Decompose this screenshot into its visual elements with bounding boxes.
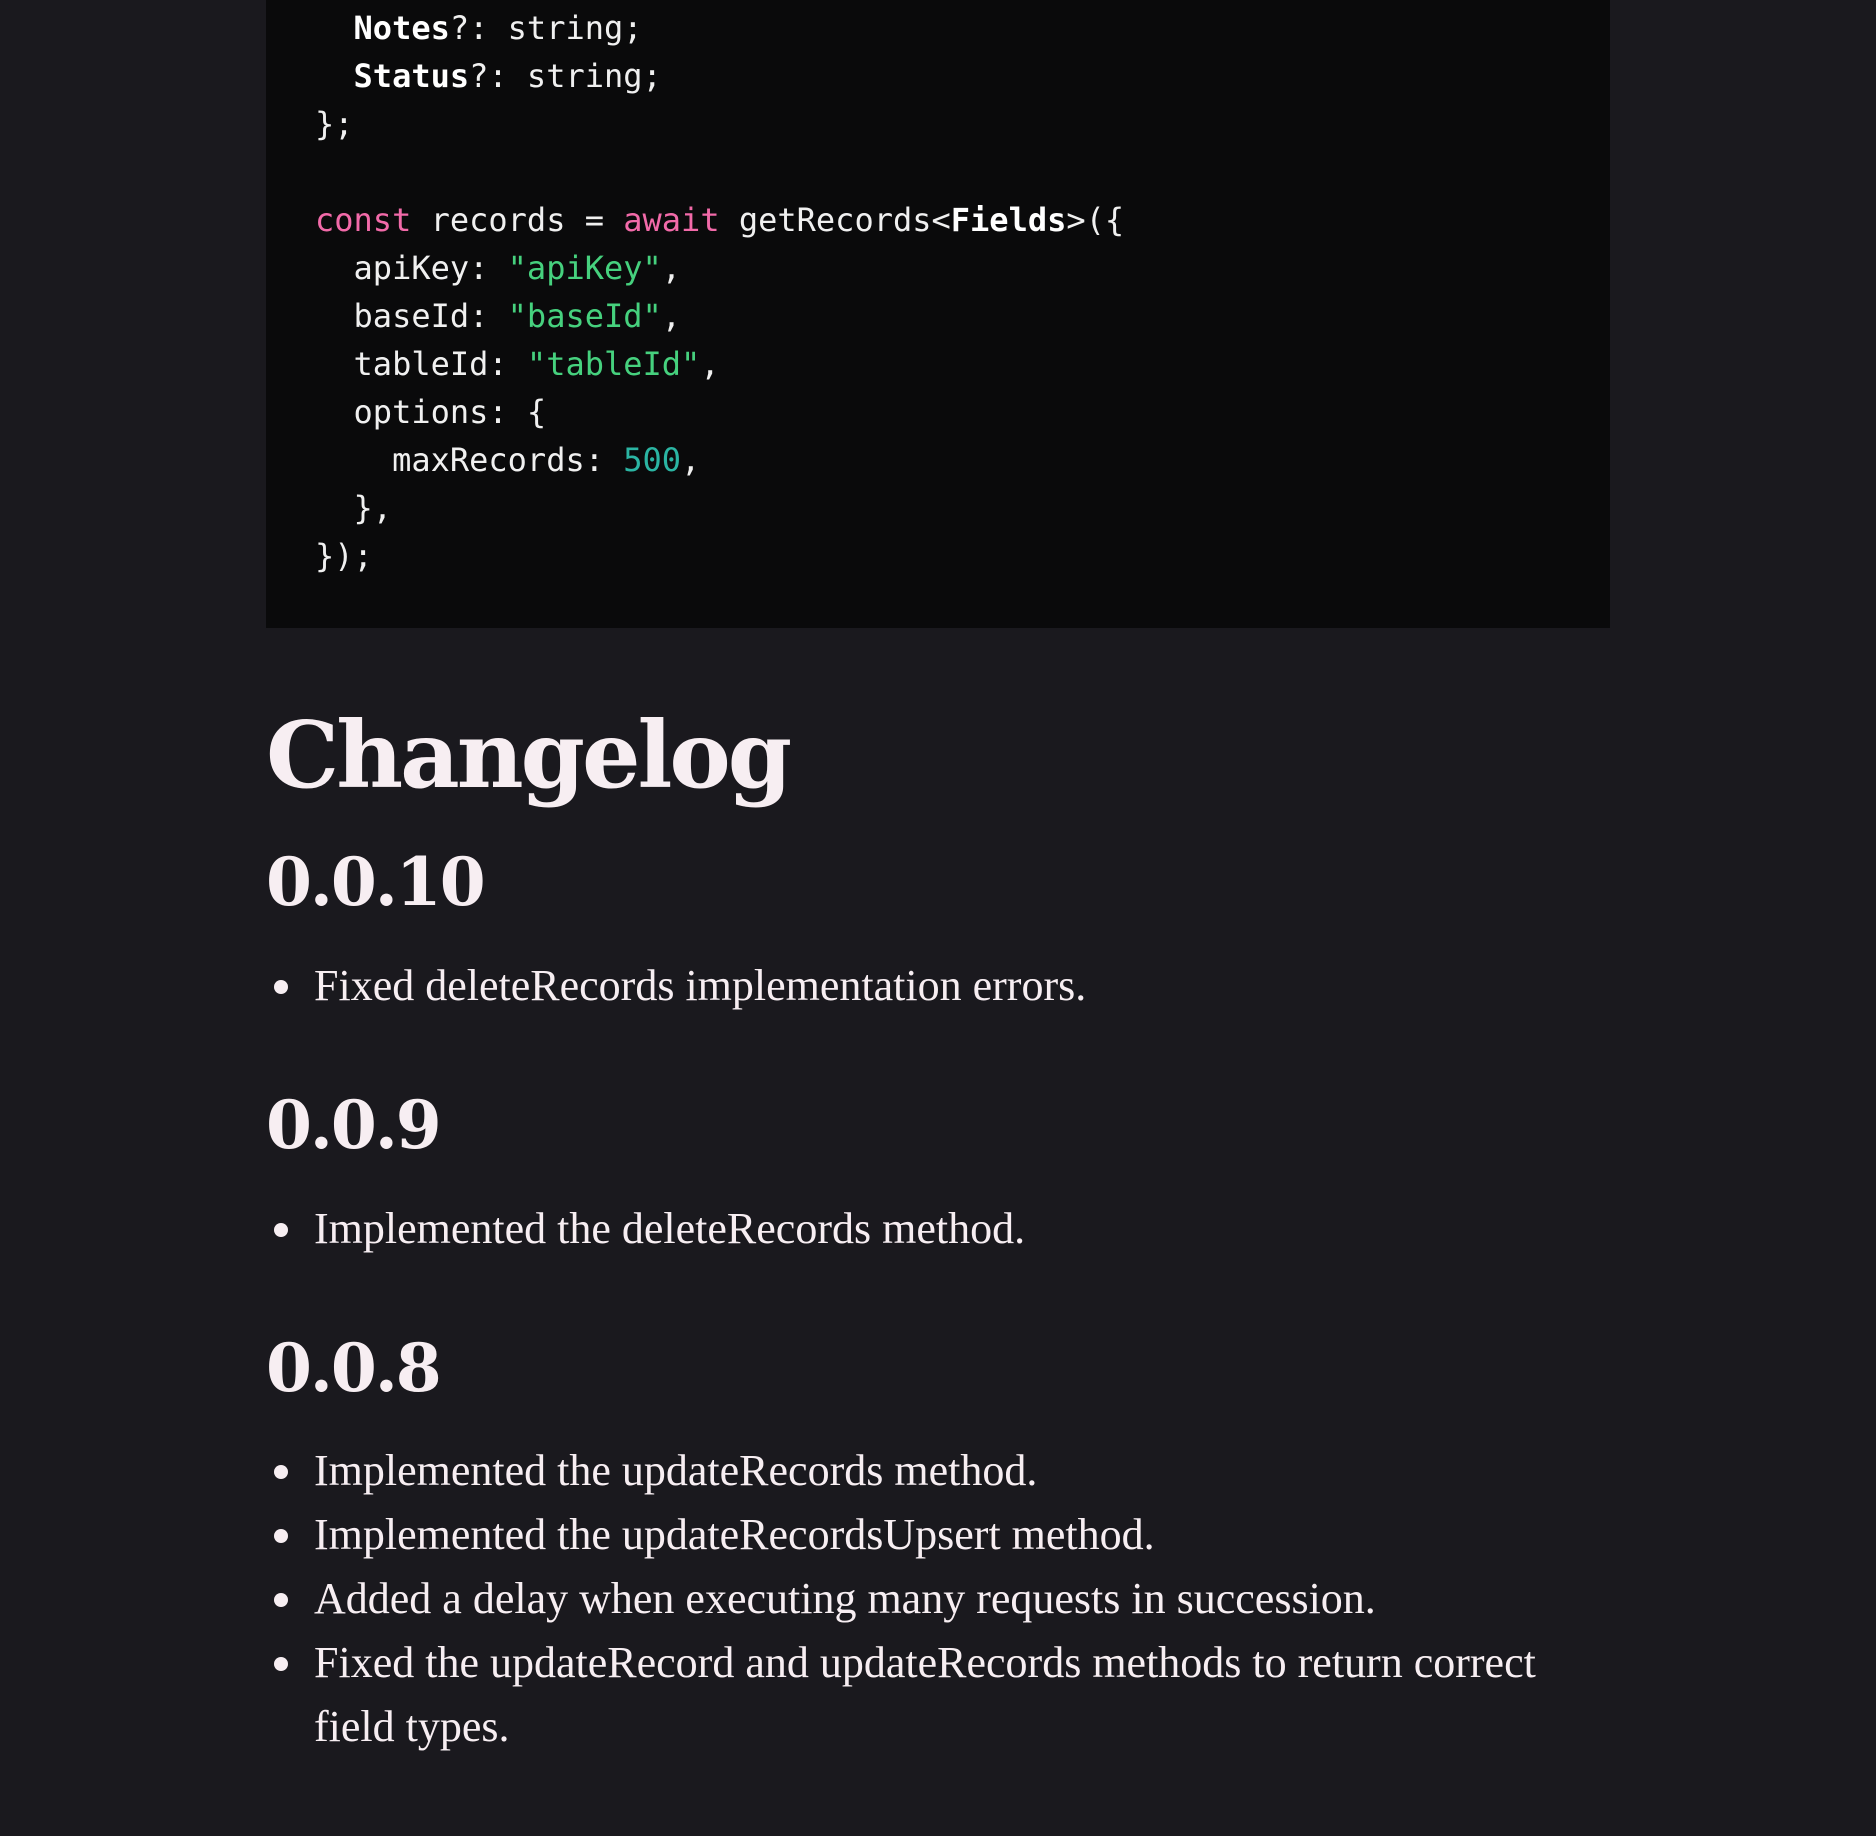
changelog-item [266, 1197, 1566, 1261]
bullet-icon [274, 1465, 288, 1479]
version-heading-0-0-9: 0.0.9 [266, 1086, 440, 1164]
code-token-num: 500 [623, 441, 682, 479]
changelog-list-0-0-10 [266, 954, 1566, 1018]
changelog-item-text: Implemented the updateRecordsUpsert method. [314, 1510, 1155, 1559]
code-line [315, 244, 681, 292]
code-token-kw: const [315, 201, 412, 239]
bullet-icon [274, 1593, 288, 1607]
code-line [315, 292, 681, 340]
code-token: records = [411, 201, 624, 239]
bullet-icon [274, 980, 288, 994]
changelog-heading: Changelog [266, 701, 790, 809]
code-token: }, [315, 489, 393, 527]
code-line [315, 4, 643, 52]
code-token: ?: string; [469, 57, 662, 95]
code-token-bold: Notes [353, 9, 450, 47]
changelog-item [266, 954, 1566, 1018]
code-line [315, 340, 720, 388]
code-line [315, 388, 546, 436]
code-token: , [661, 297, 682, 335]
code-line [315, 196, 1124, 244]
code-line [315, 484, 392, 532]
version-heading-0-0-10: 0.0.10 [266, 843, 484, 921]
changelog-list-0-0-8 [266, 1439, 1566, 1759]
code-token: apiKey: [315, 249, 508, 287]
changelog-list-0-0-9 [266, 1197, 1566, 1261]
code-token-kw: await [623, 201, 720, 239]
code-token-bold: Status [353, 57, 470, 95]
changelog-item-text: Fixed deleteRecords implementation errors. [314, 961, 1087, 1010]
bullet-icon [274, 1223, 288, 1237]
changelog-item [266, 1503, 1566, 1567]
code-line [315, 52, 662, 100]
code-token: , [661, 249, 682, 287]
code-token: getRecords< [719, 201, 951, 239]
code-token-bold: Fields [950, 201, 1067, 239]
code-token [315, 9, 354, 47]
bullet-icon [274, 1529, 288, 1543]
code-token-str: "tableId" [526, 345, 701, 383]
code-token: options: { [315, 393, 547, 431]
bullet-icon [274, 1657, 288, 1671]
changelog-item-text: Added a delay when executing many requests in succession. [314, 1574, 1376, 1623]
code-token: maxRecords: [315, 441, 624, 479]
changelog-item-text: Implemented the deleteRecords method. [314, 1204, 1026, 1253]
code-token: }); [315, 537, 373, 575]
version-heading-0-0-8: 0.0.8 [266, 1329, 440, 1407]
code-token-str: "apiKey" [507, 249, 662, 287]
changelog-item [266, 1567, 1566, 1631]
code-token: ?: string; [449, 9, 643, 47]
code-token: >({ [1066, 201, 1125, 239]
changelog-item-text: Fixed the updateRecord and updateRecords methods to return correct field types. [314, 1638, 1536, 1751]
code-token [315, 57, 354, 95]
code-token: tableId: [315, 345, 527, 383]
code-line [315, 532, 373, 580]
code-token: , [700, 345, 720, 383]
page-content [266, 0, 1610, 1751]
code-line [315, 100, 354, 148]
code-token-str: "baseId" [507, 297, 662, 335]
code-token: }; [315, 105, 354, 143]
code-token: , [681, 441, 701, 479]
code-line [315, 436, 700, 484]
code-token: baseId: [315, 297, 508, 335]
changelog-item-text: Implemented the updateRecords method. [314, 1446, 1038, 1495]
changelog-item [266, 1439, 1566, 1503]
code-block [266, 0, 1610, 628]
changelog-item [266, 1631, 1566, 1759]
